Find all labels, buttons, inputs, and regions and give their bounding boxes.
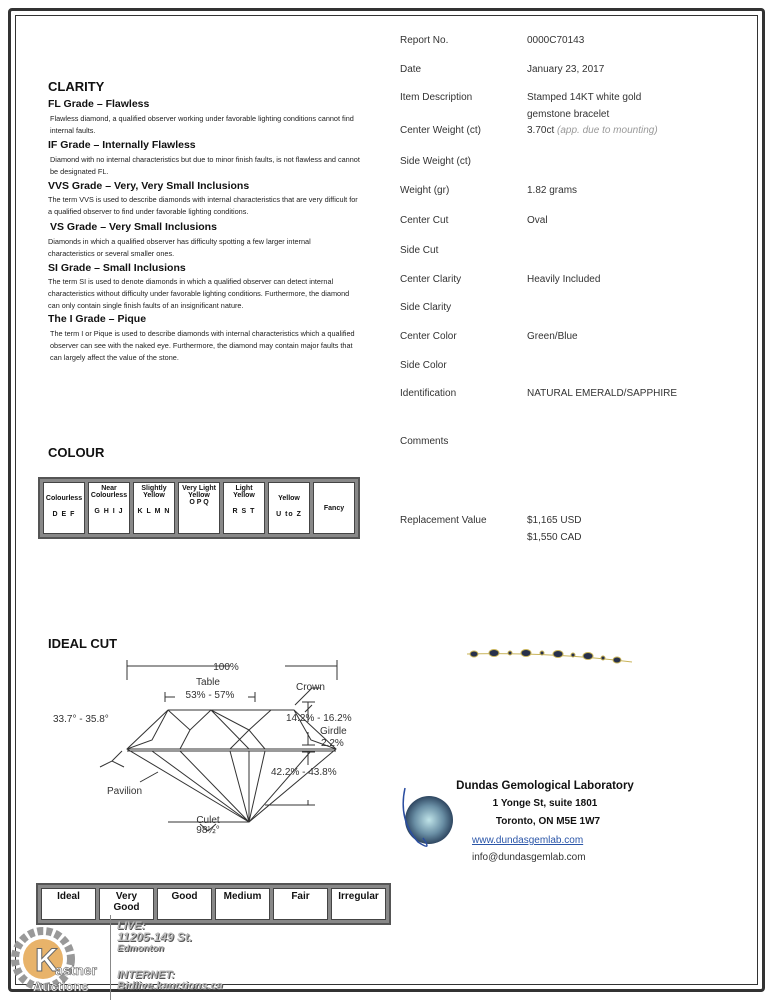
colour-name: Light Yellow bbox=[233, 485, 255, 499]
colour-name: Yellow bbox=[278, 495, 300, 502]
cut-grade-table bbox=[36, 883, 391, 925]
identification-label: Identification bbox=[400, 388, 457, 399]
colour-cell bbox=[43, 482, 85, 534]
lab-address-line2: Toronto, ON M5E 1W7 bbox=[495, 816, 601, 827]
width-label: 100% bbox=[213, 662, 239, 673]
pavilion-label: Pavilion bbox=[107, 786, 143, 797]
table-range-label: 53% - 57% bbox=[185, 690, 235, 701]
colour-code: G H I J bbox=[94, 508, 124, 515]
lab-name: Dundas Gemological Laboratory bbox=[456, 780, 634, 792]
watermark-divider bbox=[110, 915, 111, 1000]
grade-fl-heading: FL Grade – Flawless bbox=[48, 98, 150, 110]
replacement-value-cad: $1,550 CAD bbox=[527, 532, 582, 543]
table-label: Table bbox=[196, 677, 220, 688]
girdle-label: Girdle bbox=[320, 726, 347, 737]
item-description-value-line2: gemstone bracelet bbox=[527, 109, 610, 120]
side-cut-label: Side Cut bbox=[400, 245, 439, 256]
colour-scale-table bbox=[38, 477, 360, 539]
colour-name: Fancy bbox=[323, 504, 345, 512]
colour-name: Slightly Yellow bbox=[141, 485, 167, 499]
colour-name: Colourless bbox=[45, 495, 83, 502]
cut-grade-cell: Very Good bbox=[99, 888, 154, 920]
cut-grade-cell: Ideal bbox=[41, 888, 96, 920]
girdle-value-label: 2.2% bbox=[321, 738, 344, 749]
center-weight-value: 3.70ct bbox=[527, 125, 555, 136]
weight-value: 1.82 grams bbox=[527, 185, 578, 196]
colour-cell bbox=[88, 482, 130, 534]
colour-title: COLOUR bbox=[48, 445, 105, 460]
colour-code: O P Q bbox=[189, 499, 209, 506]
center-clarity-label: Center Clarity bbox=[400, 274, 462, 285]
replacement-value-label: Replacement Value bbox=[400, 515, 487, 526]
clarity-title: CLARITY bbox=[48, 79, 105, 94]
svg-text:Auctions: Auctions bbox=[33, 979, 89, 994]
center-clarity-value: Heavily Included bbox=[527, 274, 601, 285]
internet-label: INTERNET: bbox=[117, 969, 175, 981]
center-weight-note: (app. due to mounting) bbox=[557, 125, 658, 136]
svg-text:astner: astner bbox=[55, 962, 98, 978]
cut-grade-cell: Medium bbox=[215, 888, 270, 920]
center-weight-row bbox=[527, 122, 658, 139]
internet-bidding bbox=[117, 970, 223, 992]
colour-cell bbox=[223, 482, 265, 534]
colour-cell bbox=[313, 482, 355, 534]
center-cut-label: Center Cut bbox=[400, 215, 449, 226]
replacement-value-usd: $1,165 USD bbox=[527, 515, 582, 526]
side-clarity-label: Side Clarity bbox=[400, 302, 452, 313]
colour-cell bbox=[268, 482, 310, 534]
colour-cell bbox=[178, 482, 220, 534]
grade-si-heading: SI Grade – Small Inclusions bbox=[48, 262, 186, 274]
cut-grade-cell: Irregular bbox=[331, 888, 386, 920]
grade-vs-text: Diamonds in which a qualified observer has difficulty spotting a few larger internal characteristics or several smaller ones. bbox=[48, 237, 311, 258]
colour-code: U to Z bbox=[276, 511, 302, 518]
culet-value-label: 98½° bbox=[196, 825, 220, 836]
kastner-auctions-logo bbox=[5, 925, 110, 997]
lab-address-line1: 1 Yonge St, suite 1801 bbox=[492, 798, 598, 809]
identification-value: NATURAL EMERALD/SAPPHIRE bbox=[527, 388, 678, 399]
center-cut-value: Oval bbox=[527, 215, 548, 226]
colour-code: R S T bbox=[232, 508, 256, 515]
cut-grade-cell: Good bbox=[157, 888, 212, 920]
center-color-label: Center Color bbox=[400, 331, 457, 342]
colour-name: Very Light Yellow bbox=[182, 485, 216, 499]
lab-contact bbox=[472, 832, 586, 866]
colour-code: K L M N bbox=[137, 508, 171, 515]
comments-label: Comments bbox=[400, 436, 449, 447]
lab-email: info@dundasgemlab.com bbox=[472, 852, 586, 863]
colour-name: Near Colourless bbox=[90, 485, 128, 499]
report-no-value: 0000C70143 bbox=[527, 35, 585, 46]
grade-fl-text: Flawless diamond, a qualified observer working under favorable lighting conditions cannot find internal faults. bbox=[50, 114, 354, 135]
bracelet-photo bbox=[462, 640, 642, 675]
culet-label: Culet bbox=[196, 815, 220, 826]
grade-vvs-heading: VVS Grade – Very, Very Small Inclusions bbox=[48, 180, 250, 192]
center-weight-label: Center Weight (ct) bbox=[400, 125, 481, 136]
date-value: January 23, 2017 bbox=[527, 64, 605, 75]
live-address-line2: Edmonton bbox=[117, 943, 164, 954]
pavilion-depth-label: 42.2% - 43.8% bbox=[271, 767, 337, 778]
date-label: Date bbox=[400, 64, 422, 75]
crown-angle-label: 33.7° - 35.8° bbox=[53, 714, 109, 725]
weight-label: Weight (gr) bbox=[400, 185, 450, 196]
colour-cell bbox=[133, 482, 175, 534]
report-no-label: Report No. bbox=[400, 35, 449, 46]
grade-si-text: The term SI is used to denote diamonds in which a qualified observer can detect internal characteristics without difficulty under favorable lighting conditions. Furthermore, the diamond can only contain single finish faults of an insignificant nature. bbox=[48, 277, 350, 310]
live-location bbox=[117, 921, 192, 954]
grade-if-text: Diamond with no internal characteristics but due to minor finish faults, is not flawless and cannot be designated FL. bbox=[50, 155, 360, 176]
lab-website-link[interactable]: www.dundasgemlab.com bbox=[472, 835, 584, 846]
crown-height-label: 14.2% - 16.2% bbox=[286, 713, 352, 724]
grade-if-heading: IF Grade – Internally Flawless bbox=[48, 139, 196, 151]
ideal-cut-title: IDEAL CUT bbox=[48, 636, 118, 651]
live-label: LIVE: bbox=[117, 920, 146, 932]
cut-grade-cell: Fair bbox=[273, 888, 328, 920]
internet-url[interactable]: Bidlive.kauctions.ca bbox=[117, 980, 223, 992]
lab-info bbox=[440, 777, 650, 831]
side-color-label: Side Color bbox=[400, 360, 447, 371]
live-address-line1: 11205-149 St. bbox=[117, 930, 193, 944]
item-description-label: Item Description bbox=[400, 92, 473, 103]
colour-code: D E F bbox=[52, 511, 76, 518]
center-color-value: Green/Blue bbox=[527, 331, 578, 342]
grade-i-heading: The I Grade – Pique bbox=[48, 313, 147, 325]
crown-label: Crown bbox=[296, 682, 325, 693]
grade-vs-heading: VS Grade – Very Small Inclusions bbox=[50, 221, 217, 233]
item-description-value: Stamped 14KT white gold bbox=[527, 92, 642, 103]
grade-i-text: The term I or Pique is used to describe diamonds with internal characteristics which a qualified observer can see with the naked eye. Furthermore, the diamond may contain major faults that can largely affect the value of the stone. bbox=[50, 329, 355, 362]
grade-vvs-text: The term VVS is used to describe diamonds with internal characteristics that are very difficult for a qualified observer to find under favorable lighting conditions. bbox=[48, 195, 358, 216]
diamond-proportions-diagram bbox=[40, 650, 370, 840]
side-weight-label: Side Weight (ct) bbox=[400, 156, 471, 167]
svg-text:K: K bbox=[35, 942, 59, 978]
